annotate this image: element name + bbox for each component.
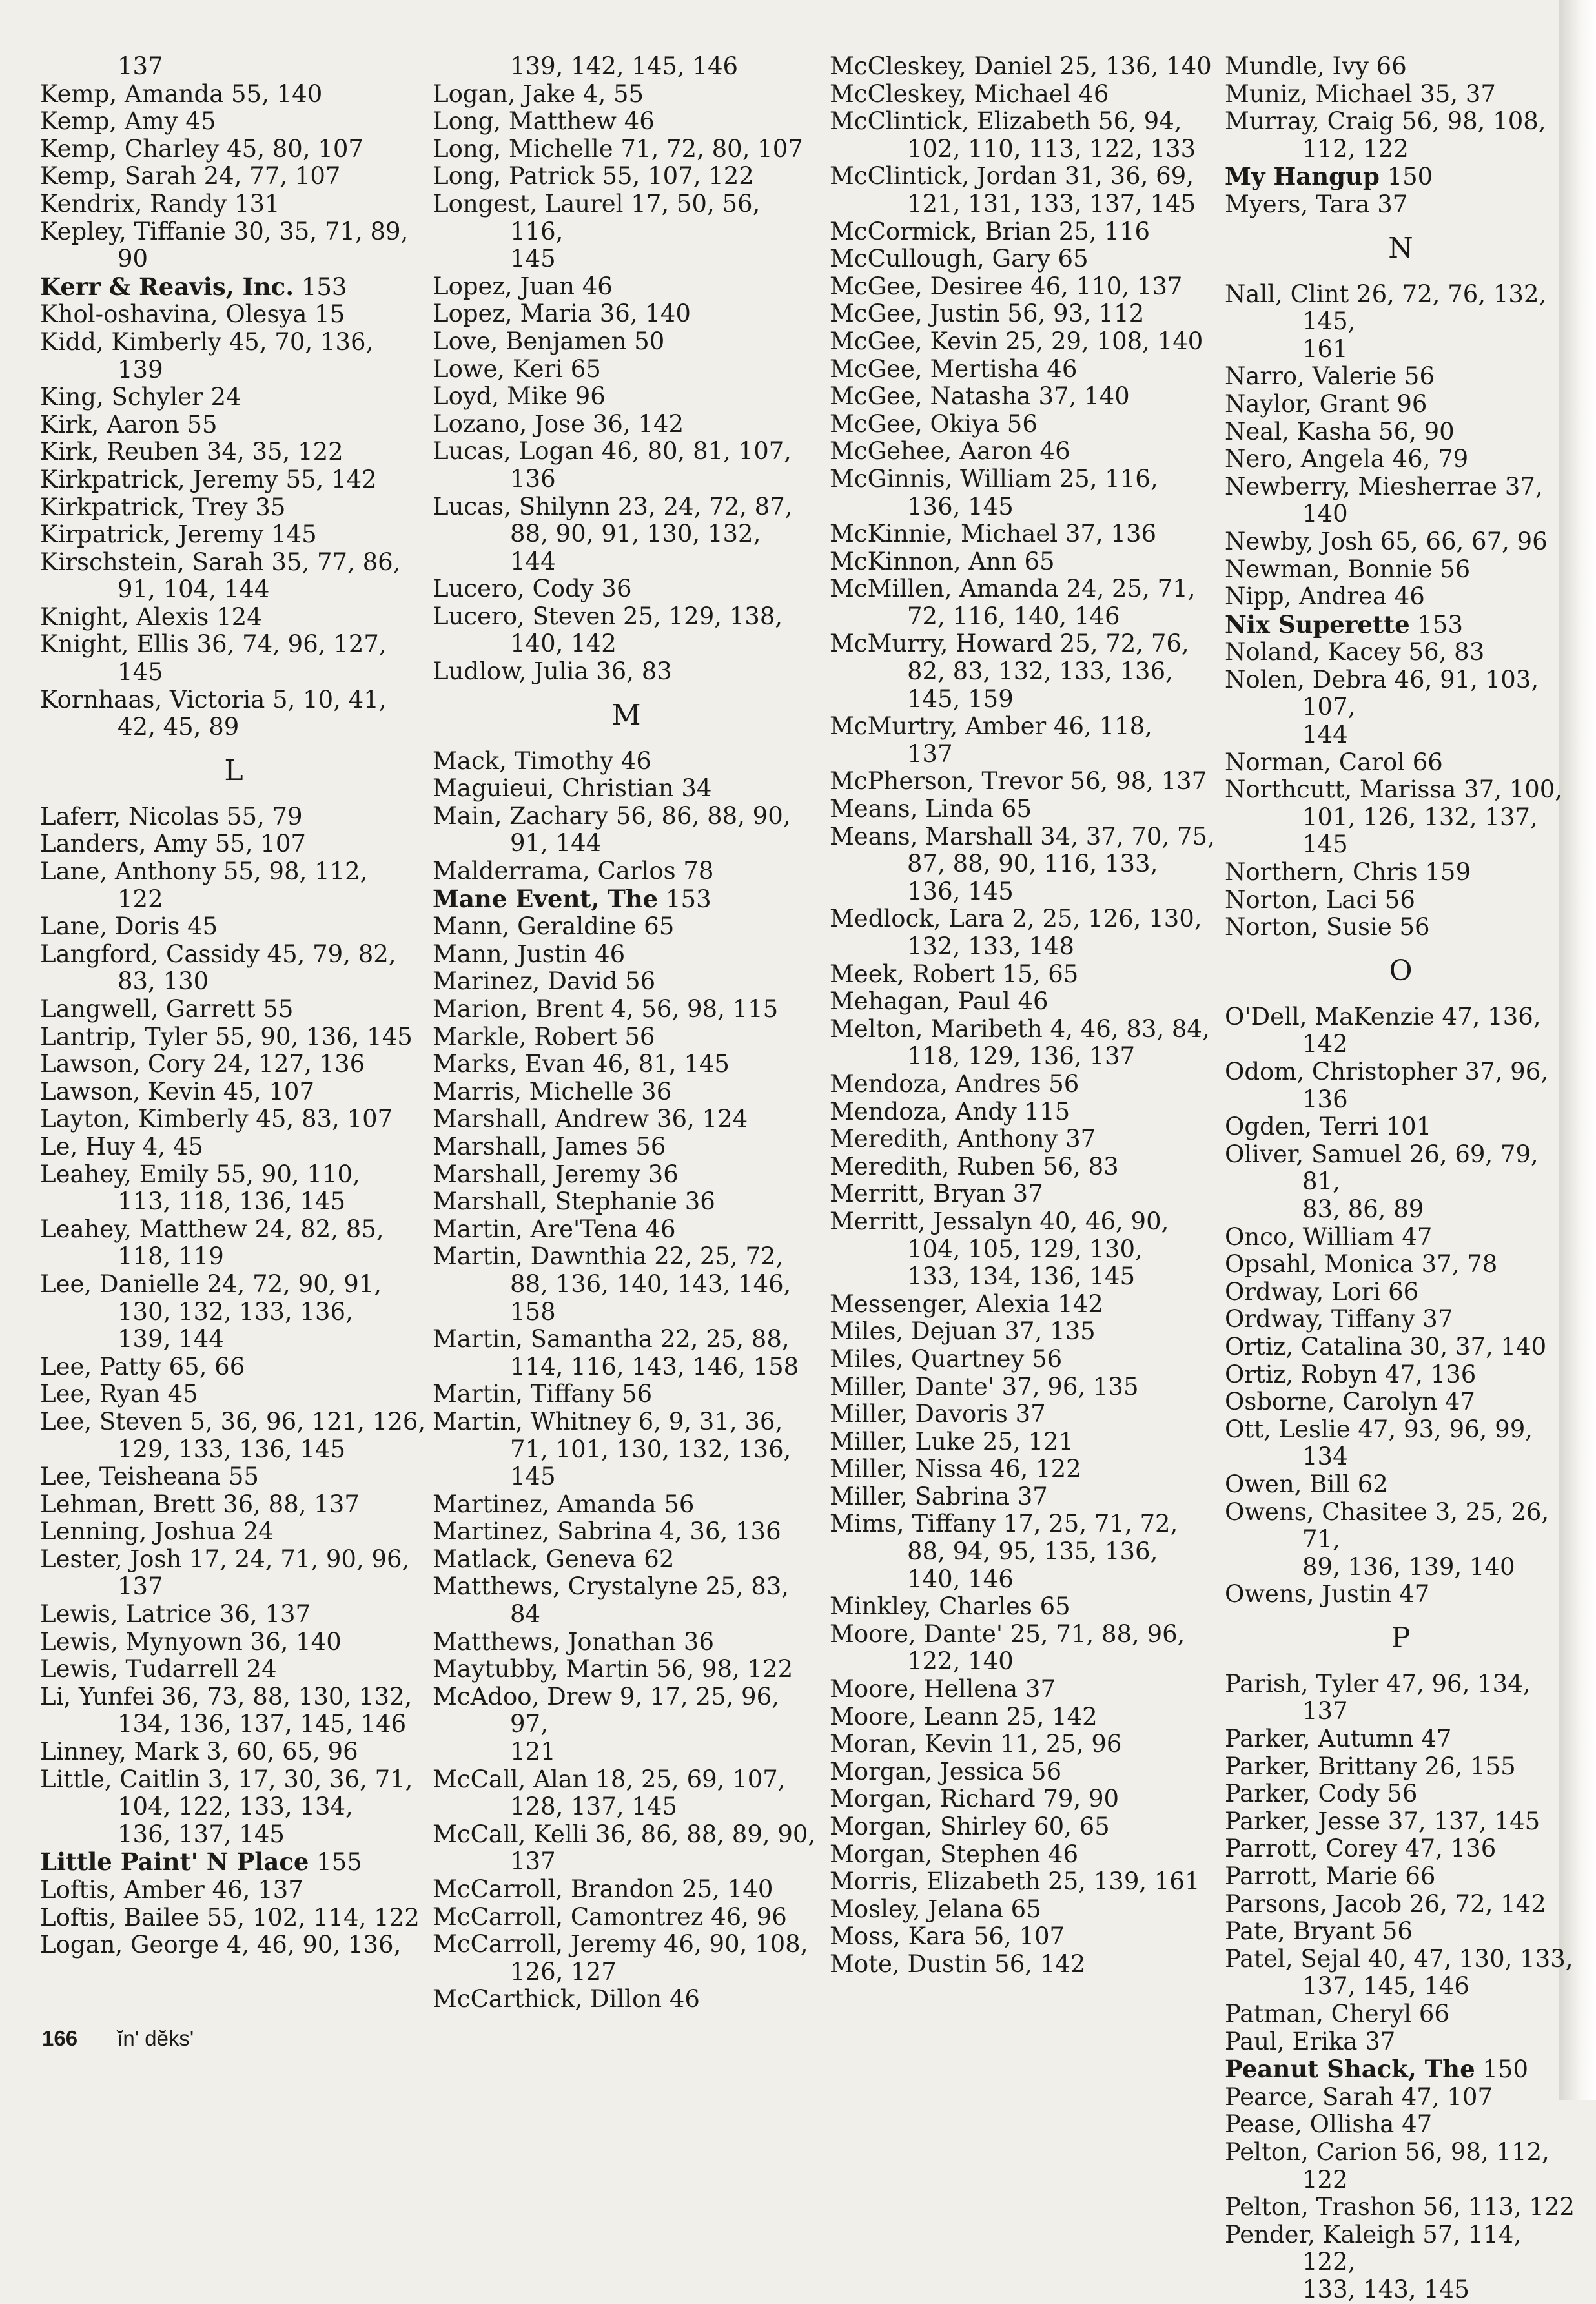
index-entry: Noland, Kacey 56, 83 xyxy=(1225,638,1485,666)
index-entry: Muniz, Michael 35, 37 xyxy=(1225,79,1496,108)
index-entry-continuation: 104, 122, 133, 134, xyxy=(118,1793,353,1821)
index-entry: Ogden, Terri 101 xyxy=(1225,1113,1432,1141)
section-letter-heading: P xyxy=(1391,1621,1411,1654)
index-entry: Loftis, Amber 46, 137 xyxy=(40,1876,303,1904)
index-entry: Langford, Cassidy 45, 79, 82, xyxy=(40,940,396,968)
section-letter-heading: O xyxy=(1389,954,1413,987)
index-entry-business xyxy=(1225,163,1577,191)
index-entry: Kemp, Amy 45 xyxy=(40,107,216,136)
index-entry: McCall, Alan 18, 25, 69, 107, xyxy=(433,1765,786,1793)
index-entry: Lane, Doris 45 xyxy=(40,912,218,941)
index-entry: Lowe, Keri 65 xyxy=(433,355,601,383)
index-entry: Mann, Geraldine 65 xyxy=(433,912,675,941)
index-entry: Nolen, Debra 46, 91, 103, 107, xyxy=(1225,665,1539,721)
index-entry: Pate, Bryant 56 xyxy=(1225,1917,1413,1946)
index-entry-continuation: 122, 140 xyxy=(907,1647,1014,1676)
index-entry: Martinez, Sabrina 4, 36, 136 xyxy=(433,1517,781,1546)
index-entry: Li, Yunfei 36, 73, 88, 130, 132, xyxy=(40,1682,413,1711)
index-entry-continuation: 140, 146 xyxy=(907,1565,1014,1593)
section-letter-heading: M xyxy=(611,698,641,732)
index-entry-continuation: 137, 145, 146 xyxy=(1302,1972,1469,2001)
index-entry: McMurtry, Amber 46, 118, xyxy=(830,712,1152,741)
index-entry-continuation: 121 xyxy=(510,1738,556,1766)
index-entry: Mack, Timothy 46 xyxy=(433,746,651,775)
index-entry: McCullough, Gary 65 xyxy=(830,245,1089,273)
index-entry: Mundle, Ivy 66 xyxy=(1225,52,1407,80)
index-entry-continuation: 137 xyxy=(118,1572,163,1601)
index-entry-continuation: 136, 145 xyxy=(907,492,1014,520)
index-entry: Ortiz, Robyn 47, 136 xyxy=(1225,1360,1477,1388)
index-entry-continuation: 134, 136, 137, 145, 146 xyxy=(118,1710,407,1738)
index-entry: Means, Marshall 34, 37, 70, 75, xyxy=(830,822,1215,850)
index-entry: Marris, Michelle 36 xyxy=(433,1077,672,1106)
index-entry: Miller, Sabrina 37 xyxy=(830,1482,1048,1510)
index-entry-continuation: 102, 110, 113, 122, 133 xyxy=(907,134,1196,163)
index-entry: Pender, Kaleigh 57, 114, 122, xyxy=(1225,2220,1522,2276)
section-letter-heading: N xyxy=(1388,231,1413,265)
page-references: 153 xyxy=(301,273,347,301)
index-entry-business xyxy=(433,885,820,914)
index-entry-continuation: 101, 126, 132, 137, 145 xyxy=(1302,803,1538,859)
index-entry: Martin, Tiffany 56 xyxy=(433,1380,653,1408)
index-entry: Merritt, Jessalyn 40, 46, 90, xyxy=(830,1207,1169,1235)
index-entry-continuation: 145 xyxy=(510,245,556,273)
index-entry: McGee, Desiree 46, 110, 137 xyxy=(830,272,1183,300)
index-entry: Lucas, Logan 46, 80, 81, 107, xyxy=(433,437,792,466)
index-entry: Knight, Ellis 36, 74, 96, 127, xyxy=(40,630,387,659)
index-entry-continuation: 88, 136, 140, 143, 146, xyxy=(510,1270,792,1298)
index-column-4 xyxy=(1225,53,1577,2304)
index-entry: Logan, Jake 4, 55 xyxy=(433,79,644,108)
index-entry-continuation: 144 xyxy=(1302,721,1348,749)
index-entry: Parker, Jesse 37, 137, 145 xyxy=(1225,1807,1540,1835)
index-entry: Kidd, Kimberly 45, 70, 136, xyxy=(40,327,374,356)
index-entry-continuation: 139 xyxy=(118,355,163,384)
index-entry: Minkley, Charles 65 xyxy=(830,1592,1070,1621)
index-entry: Long, Patrick 55, 107, 122 xyxy=(433,162,754,190)
index-entry: Long, Michelle 71, 72, 80, 107 xyxy=(433,134,803,163)
page-footer xyxy=(42,2026,194,2051)
index-entry: Moss, Kara 56, 107 xyxy=(830,1922,1065,1951)
index-entry: Myers, Tara 37 xyxy=(1225,190,1408,218)
index-entry-continuation: 83, 86, 89 xyxy=(1302,1195,1424,1223)
index-entry: Meredith, Anthony 37 xyxy=(830,1125,1096,1153)
index-entry: Melton, Maribeth 4, 46, 83, 84, xyxy=(830,1014,1210,1043)
index-entry: McGee, Mertisha 46 xyxy=(830,355,1078,383)
index-entry-continuation: 139, 142, 145, 146 xyxy=(510,52,739,80)
business-name: Nix Superette xyxy=(1225,610,1410,639)
index-entry: Moore, Hellena 37 xyxy=(830,1675,1056,1703)
index-entry: Paul, Erika 37 xyxy=(1225,2027,1396,2055)
index-entry: Norton, Laci 56 xyxy=(1225,885,1415,914)
index-entry: Ortiz, Catalina 30, 37, 140 xyxy=(1225,1332,1547,1361)
index-entry: Pelton, Carion 56, 98, 112, 122 xyxy=(1225,2137,1550,2194)
index-entry: McKinnie, Michael 37, 136 xyxy=(830,520,1157,548)
index-entry: Medlock, Lara 2, 25, 126, 130, xyxy=(830,905,1202,933)
index-entry: Kepley, Tiffanie 30, 35, 71, 89, xyxy=(40,217,409,245)
index-entry: Narro, Valerie 56 xyxy=(1225,362,1435,391)
index-entry: Moore, Leann 25, 142 xyxy=(830,1702,1098,1731)
index-entry: Pelton, Trashon 56, 113, 122 xyxy=(1225,2193,1575,2221)
index-entry: Ludlow, Julia 36, 83 xyxy=(433,657,672,686)
index-entry: Lee, Ryan 45 xyxy=(40,1380,198,1408)
index-entry-continuation: 161 xyxy=(1302,334,1348,363)
index-entry-continuation: 128, 137, 145 xyxy=(510,1793,677,1821)
index-entry: Newberry, Miesherrae 37, 140 xyxy=(1225,472,1543,528)
index-entry: Main, Zachary 56, 86, 88, 90, xyxy=(433,801,791,830)
index-entry: Mendoza, Andres 56 xyxy=(830,1069,1079,1098)
index-entry: Parrott, Corey 47, 136 xyxy=(1225,1835,1497,1863)
index-entry: Layton, Kimberly 45, 83, 107 xyxy=(40,1105,393,1133)
index-entry: Kemp, Amanda 55, 140 xyxy=(40,79,323,108)
index-entry-continuation: 139, 144 xyxy=(118,1325,224,1353)
index-entry: Lucero, Cody 36 xyxy=(433,575,632,603)
business-name: Kerr & Reavis, Inc. xyxy=(40,272,294,301)
index-entry: Parker, Autumn 47 xyxy=(1225,1725,1452,1753)
index-entry: Merritt, Bryan 37 xyxy=(830,1180,1043,1208)
index-entry: Northcutt, Marissa 37, 100, xyxy=(1225,776,1563,804)
index-entry: McGee, Natasha 37, 140 xyxy=(830,382,1130,411)
page-number: 166 xyxy=(42,2026,78,2050)
index-entry: Mosley, Jelana 65 xyxy=(830,1895,1041,1923)
index-entry: Lane, Anthony 55, 98, 112, xyxy=(40,858,368,886)
index-entry: McGehee, Aaron 46 xyxy=(830,437,1070,466)
index-entry: Lawson, Kevin 45, 107 xyxy=(40,1077,315,1106)
index-entry: Lewis, Mynyown 36, 140 xyxy=(40,1627,342,1656)
index-entry-continuation: 91, 104, 144 xyxy=(118,575,270,604)
index-entry: Little, Caitlin 3, 17, 30, 36, 71, xyxy=(40,1765,413,1793)
index-entry: Kirpatrick, Jeremy 145 xyxy=(40,520,317,549)
index-entry-continuation: 133, 134, 136, 145 xyxy=(907,1262,1136,1291)
index-entry: Miles, Quartney 56 xyxy=(830,1344,1063,1373)
index-entry: Kirkpatrick, Jeremy 55, 142 xyxy=(40,465,377,493)
index-entry: Patman, Cheryl 66 xyxy=(1225,2000,1449,2028)
index-entry: Nall, Clint 26, 72, 76, 132, 145, xyxy=(1225,280,1547,336)
index-entry: Morgan, Shirley 60, 65 xyxy=(830,1813,1110,1840)
index-entry-continuation: 144 xyxy=(510,547,556,575)
index-entry: Marshall, Andrew 36, 124 xyxy=(433,1105,748,1133)
index-entry-continuation: 137 xyxy=(510,1847,556,1876)
index-entry: Matthews, Jonathan 36 xyxy=(433,1627,715,1656)
index-entry: Longest, Laurel 17, 50, 56, 116, xyxy=(433,189,761,245)
index-entry: McKinnon, Ann 65 xyxy=(830,547,1055,575)
business-name: Little Paint' N Place xyxy=(40,1847,309,1877)
index-entry: Meek, Robert 15, 65 xyxy=(830,960,1079,988)
index-entry: McPherson, Trevor 56, 98, 137 xyxy=(830,767,1207,796)
index-entry: Le, Huy 4, 45 xyxy=(40,1132,203,1160)
index-entry: Lucero, Steven 25, 129, 138, xyxy=(433,602,783,630)
index-entry: Owen, Bill 62 xyxy=(1225,1470,1388,1498)
index-entry: Owens, Justin 47 xyxy=(1225,1580,1430,1609)
index-entry: Norton, Susie 56 xyxy=(1225,913,1430,941)
index-entry: Martin, Whitney 6, 9, 31, 36, xyxy=(433,1407,783,1435)
index-entry: Lawson, Cory 24, 127, 136 xyxy=(40,1050,365,1078)
index-entry: Parker, Cody 56 xyxy=(1225,1780,1418,1808)
index-entry-continuation: 137 xyxy=(118,52,163,80)
index-entry: Logan, George 4, 46, 90, 136, xyxy=(40,1931,402,1959)
index-entry: Odom, Christopher 37, 96, 136 xyxy=(1225,1058,1548,1113)
index-entry: Lantrip, Tyler 55, 90, 136, 145 xyxy=(40,1022,413,1051)
index-entry: Kemp, Sarah 24, 77, 107 xyxy=(40,162,341,190)
index-entry: McClintick, Elizabeth 56, 94, xyxy=(830,107,1182,136)
index-entry: McCarroll, Jeremy 46, 90, 108, xyxy=(433,1930,808,1959)
index-entry: Marshall, Stephanie 36 xyxy=(433,1188,715,1216)
index-entry-continuation: 104, 105, 129, 130, xyxy=(907,1235,1143,1263)
index-entry: Martin, Are'Tena 46 xyxy=(433,1215,676,1243)
index-entry: Kornhaas, Victoria 5, 10, 41, xyxy=(40,685,387,714)
index-entry: Markle, Robert 56 xyxy=(433,1022,655,1051)
index-entry-continuation: 91, 144 xyxy=(510,829,602,858)
index-entry: Parsons, Jacob 26, 72, 142 xyxy=(1225,1889,1546,1918)
index-entry-continuation: 88, 94, 95, 135, 136, xyxy=(907,1538,1158,1566)
index-entry: Norman, Carol 66 xyxy=(1225,748,1443,776)
index-entry: Lopez, Juan 46 xyxy=(433,272,613,300)
section-letter-heading: L xyxy=(224,754,243,787)
index-entry: McCarroll, Brandon 25, 140 xyxy=(433,1875,773,1903)
index-entry: Pease, Ollisha 47 xyxy=(1225,2110,1433,2139)
index-entry: Mendoza, Andy 115 xyxy=(830,1097,1070,1126)
index-entry: Matlack, Geneva 62 xyxy=(433,1545,675,1573)
index-entry: Means, Linda 65 xyxy=(830,795,1032,823)
index-entry: McCormick, Brian 25, 116 xyxy=(830,217,1151,245)
index-entry: Mims, Tiffany 17, 25, 71, 72, xyxy=(830,1510,1178,1538)
index-entry: Marshall, James 56 xyxy=(433,1132,666,1160)
index-entry-continuation: 145 xyxy=(510,1463,556,1491)
index-entry: Lee, Danielle 24, 72, 90, 91, xyxy=(40,1270,382,1298)
index-entry: Kirkpatrick, Trey 35 xyxy=(40,493,286,521)
index-entry: Ott, Leslie 47, 93, 96, 99, 134 xyxy=(1225,1415,1533,1471)
index-entry-continuation: 87, 88, 90, 116, 133, xyxy=(907,850,1158,878)
index-entry: Martin, Dawnthia 22, 25, 72, xyxy=(433,1242,784,1271)
index-entry: Laferr, Nicolas 55, 79 xyxy=(40,802,303,830)
index-entry: Lozano, Jose 36, 142 xyxy=(433,409,684,438)
index-entry: Kirk, Reuben 34, 35, 122 xyxy=(40,438,343,466)
page-references: 153 xyxy=(666,885,711,913)
index-entry: Lenning, Joshua 24 xyxy=(40,1517,274,1546)
index-entry: Loftis, Bailee 55, 102, 114, 122 xyxy=(40,1903,420,1931)
page-references: 153 xyxy=(1417,610,1463,639)
index-entry: Marshall, Jeremy 36 xyxy=(433,1160,679,1188)
index-entry: Lopez, Maria 36, 140 xyxy=(433,300,691,328)
index-entry: Newby, Josh 65, 66, 67, 96 xyxy=(1225,527,1548,555)
index-entry-business xyxy=(1225,611,1577,639)
index-entry-continuation: 72, 116, 140, 146 xyxy=(907,602,1120,630)
index-entry: Lee, Steven 5, 36, 96, 121, 126, xyxy=(40,1407,426,1435)
index-entry: Miller, Dante' 37, 96, 135 xyxy=(830,1372,1139,1401)
index-entry-continuation: 130, 132, 133, 136, xyxy=(118,1297,353,1326)
index-entry: Khol-oshavina, Olesya 15 xyxy=(40,300,345,329)
index-entry: Lucas, Shilynn 23, 24, 72, 87, xyxy=(433,492,793,520)
index-entry: Lee, Teisheana 55 xyxy=(40,1463,259,1491)
index-entry-continuation: 118, 129, 136, 137 xyxy=(907,1042,1136,1071)
index-entry-continuation: 84 xyxy=(510,1600,541,1629)
index-entry: Nero, Angela 46, 79 xyxy=(1225,445,1469,473)
index-entry: Miles, Dejuan 37, 135 xyxy=(830,1317,1096,1346)
index-entry: Northern, Chris 159 xyxy=(1225,858,1471,887)
index-entry: Knight, Alexis 124 xyxy=(40,602,262,631)
index-entry: Langwell, Garrett 55 xyxy=(40,995,294,1023)
index-entry: Martinez, Amanda 56 xyxy=(433,1490,695,1518)
index-entry-business xyxy=(1225,2055,1577,2084)
index-entry-continuation: 113, 118, 136, 145 xyxy=(118,1188,346,1216)
index-entry: Parish, Tyler 47, 96, 134, 137 xyxy=(1225,1669,1531,1725)
index-entry: Parker, Brittany 26, 155 xyxy=(1225,1752,1516,1780)
index-entry-continuation: 136, 137, 145 xyxy=(118,1820,285,1848)
index-entry-continuation: 126, 127 xyxy=(510,1957,617,1986)
index-entry-continuation: 89, 136, 139, 140 xyxy=(1302,1552,1515,1581)
index-entry: Oliver, Samuel 26, 69, 79, 81, xyxy=(1225,1140,1539,1196)
index-entry: Miller, Nissa 46, 122 xyxy=(830,1455,1081,1483)
index-entry: Mann, Justin 46 xyxy=(433,940,626,968)
index-entry: King, Schyler 24 xyxy=(40,383,241,411)
index-entry: Long, Matthew 46 xyxy=(433,107,655,136)
index-entry: Leahey, Emily 55, 90, 110, xyxy=(40,1160,360,1188)
index-entry-continuation: 82, 83, 132, 133, 136, xyxy=(907,657,1173,686)
index-entry-continuation: 88, 90, 91, 130, 132, xyxy=(510,520,761,548)
index-entry-continuation: 133, 143, 145 xyxy=(1302,2275,1469,2303)
business-name: My Hangup xyxy=(1225,162,1380,191)
index-entry: McCleskey, Daniel 25, 136, 140 xyxy=(830,52,1212,80)
index-entry: Ordway, Tiffany 37 xyxy=(1225,1305,1453,1333)
page-references: 155 xyxy=(316,1848,362,1877)
index-entry: Mote, Dustin 56, 142 xyxy=(830,1949,1086,1978)
index-entry: Onco, William 47 xyxy=(1225,1222,1433,1251)
index-entry: McAdoo, Drew 9, 17, 25, 96, 97, xyxy=(433,1682,779,1738)
index-entry-continuation: 136 xyxy=(510,464,556,493)
index-entry: Lewis, Tudarrell 24 xyxy=(40,1655,277,1683)
index-entry-continuation: 145 xyxy=(118,658,163,686)
index-entry: Patel, Sejal 40, 47, 130, 133, xyxy=(1225,1944,1573,1973)
index-entry: Leahey, Matthew 24, 82, 85, xyxy=(40,1215,384,1243)
index-entry: Marion, Brent 4, 56, 98, 115 xyxy=(433,995,779,1023)
index-entry: Opsahl, Monica 37, 78 xyxy=(1225,1250,1498,1279)
index-entry: McCleskey, Michael 46 xyxy=(830,79,1109,108)
index-entry-continuation: 118, 119 xyxy=(118,1242,224,1271)
index-entry: Morgan, Jessica 56 xyxy=(830,1757,1062,1785)
index-entry-continuation: 122 xyxy=(118,885,163,913)
index-entry: Morgan, Stephen 46 xyxy=(830,1840,1079,1868)
index-entry: Osborne, Carolyn 47 xyxy=(1225,1388,1475,1416)
index-entry: Pearce, Sarah 47, 107 xyxy=(1225,2083,1493,2111)
index-entry: Moore, Dante' 25, 71, 88, 96, xyxy=(830,1620,1185,1648)
index-entry: Loyd, Mike 96 xyxy=(433,382,606,411)
index-entry-continuation: 132, 133, 148 xyxy=(907,932,1074,960)
index-entry: McGee, Okiya 56 xyxy=(830,409,1038,438)
index-entry: Lewis, Latrice 36, 137 xyxy=(40,1600,311,1629)
index-entry: Naylor, Grant 96 xyxy=(1225,389,1427,418)
index-entry: Parrott, Marie 66 xyxy=(1225,1862,1436,1891)
index-entry: McCarthick, Dillon 46 xyxy=(433,1985,700,2013)
index-entry: Martin, Samantha 22, 25, 88, xyxy=(433,1325,790,1353)
index-entry: Malderrama, Carlos 78 xyxy=(433,857,714,885)
index-column-2 xyxy=(433,53,820,2013)
index-entry-continuation: 121, 131, 133, 137, 145 xyxy=(907,189,1196,218)
index-entry: Kirschstein, Sarah 35, 77, 86, xyxy=(40,548,401,576)
index-entry-continuation: 112, 122 xyxy=(1302,134,1409,163)
index-entry: Morris, Elizabeth 25, 139, 161 xyxy=(830,1867,1200,1896)
index-entry: Lee, Patty 65, 66 xyxy=(40,1352,245,1381)
index-entry-continuation: 140, 142 xyxy=(510,630,617,658)
index-entry: McGee, Kevin 25, 29, 108, 140 xyxy=(830,327,1203,355)
index-entry: Lester, Josh 17, 24, 71, 90, 96, xyxy=(40,1545,410,1573)
index-entry: Owens, Chasitee 3, 25, 26, 71, xyxy=(1225,1497,1550,1554)
index-entry: Lehman, Brett 36, 88, 137 xyxy=(40,1490,360,1518)
business-name: Peanut Shack, The xyxy=(1225,2055,1475,2084)
page-references: 150 xyxy=(1482,2055,1529,2084)
index-entry: Miller, Luke 25, 121 xyxy=(830,1427,1074,1455)
index-entry: Neal, Kasha 56, 90 xyxy=(1225,417,1455,446)
index-entry: Kirk, Aaron 55 xyxy=(40,410,218,438)
page-references: 150 xyxy=(1387,163,1433,191)
index-entry: Moran, Kevin 11, 25, 96 xyxy=(830,1730,1122,1758)
index-entry: Messenger, Alexia 142 xyxy=(830,1290,1103,1318)
index-entry-continuation: 114, 116, 143, 146, 158 xyxy=(510,1352,799,1381)
index-column-3 xyxy=(830,53,1217,1979)
index-entry: Marks, Evan 46, 81, 145 xyxy=(433,1050,730,1078)
index-entry: Matthews, Crystalyne 25, 83, xyxy=(433,1572,790,1601)
index-entry-continuation: 136, 145 xyxy=(907,877,1014,905)
index-entry-business xyxy=(40,273,427,302)
index-entry: McClintick, Jordan 31, 36, 69, xyxy=(830,162,1194,190)
index-entry-continuation: 83, 130 xyxy=(118,967,209,996)
index-entry: Maguieui, Christian 34 xyxy=(433,774,712,803)
index-entry-continuation: 145, 159 xyxy=(907,684,1014,713)
index-entry: Murray, Craig 56, 98, 108, xyxy=(1225,107,1546,136)
index-entry: Love, Benjamen 50 xyxy=(433,327,665,355)
index-entry-continuation: 90 xyxy=(118,245,148,273)
index-entry-continuation: 158 xyxy=(510,1297,556,1326)
index-entry: Newman, Bonnie 56 xyxy=(1225,555,1471,583)
index-entry: Morgan, Richard 79, 90 xyxy=(830,1785,1120,1813)
index-entry: McMillen, Amanda 24, 25, 71, xyxy=(830,575,1196,603)
index-entry-business xyxy=(40,1848,427,1877)
index-entry: McCarroll, Camontrez 46, 96 xyxy=(433,1902,787,1931)
index-entry: Nipp, Andrea 46 xyxy=(1225,582,1425,611)
index-entry-continuation: 137 xyxy=(907,739,953,768)
index-entry: McGee, Justin 56, 93, 112 xyxy=(830,300,1145,328)
index-entry: Kendrix, Randy 131 xyxy=(40,189,280,218)
index-entry: McCall, Kelli 36, 86, 88, 89, 90, xyxy=(433,1820,816,1848)
index-entry: Kemp, Charley 45, 80, 107 xyxy=(40,134,363,163)
index-entry-continuation: 42, 45, 89 xyxy=(118,713,240,741)
index-entry: Marinez, David 56 xyxy=(433,967,656,996)
index-entry-continuation: 129, 133, 136, 145 xyxy=(118,1435,346,1463)
index-entry: McMurry, Howard 25, 72, 76, xyxy=(830,630,1189,658)
index-entry: Linney, Mark 3, 60, 65, 96 xyxy=(40,1738,358,1766)
index-entry: Ordway, Lori 66 xyxy=(1225,1277,1419,1306)
index-entry: Maytubby, Martin 56, 98, 122 xyxy=(433,1655,793,1683)
index-entry: Mehagan, Paul 46 xyxy=(830,987,1049,1016)
index-entry: Landers, Amy 55, 107 xyxy=(40,830,306,858)
index-entry-continuation: 71, 101, 130, 132, 136, xyxy=(510,1435,792,1463)
index-entry: Miller, Davoris 37 xyxy=(830,1400,1046,1428)
index-entry: McGinnis, William 25, 116, xyxy=(830,464,1158,493)
section-title: ĭn' dĕks' xyxy=(117,2026,194,2050)
index-entry: O'Dell, MaKenzie 47, 136, 142 xyxy=(1225,1002,1541,1058)
business-name: Mane Event, The xyxy=(433,884,659,913)
index-entry: Meredith, Ruben 56, 83 xyxy=(830,1152,1119,1180)
index-column-1 xyxy=(40,53,427,1959)
